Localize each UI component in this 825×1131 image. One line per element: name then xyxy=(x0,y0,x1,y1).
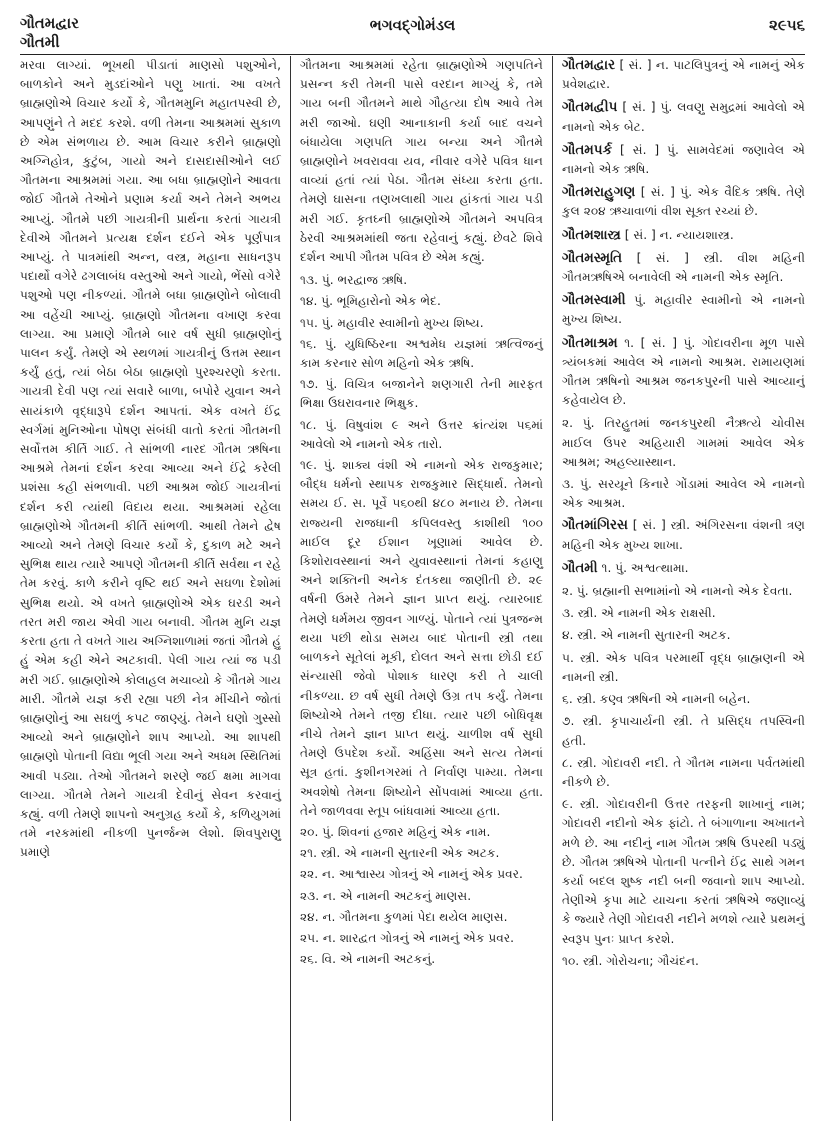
column-2-intro: ગૌતમના આશ્રમમાં રહેતા બ્રાહ્મણોએ ગણપતિને પ્રસન્ન કરી તેમની પાસે વરદાન માગ્યું કે, તમે ગાય બની ગૌતમને માથે ગૌહત્યા દોષ આવે તેમ મરી જાઓ. ઘણી આનાકાની કર્યા બાદ વચને બંધાયેલા ગણપતિ ગાય બન્યા અને ગૌતમે બ્રાહ્મણોને ખવરાવવા યવ, નીવાર વગેરે પવિત્ર ધાન વાવ્યાં હતાં ત્યાં પેઠા. ગૌતમ સંધ્યા કરતા હતા. તેમણે ઘાસના તણખલાથી ગાય હાંકતાં ગાય પડી મરી ગઈ. કૃતઘ્ની બ્રાહ્મણોએ ગૌતમને અપવિત્ર ઠેરવી આશ્રમમાંથી જતા રહેવાનું કહ્યું. છેવટે શિવે દર્શન આપી ગૌતમ પવિત્ર છે એમ કહ્યું. xyxy=(300,58,543,265)
column-1-text: મરવા લાગ્યાં. ભૂખથી પીડાતાં માણસો પશુઓને, બાળકોને અને મુડદાંઓને પણુ ખાતાં. આ વખતે બ્રાહ્મણોએ વિચાર કર્યો કે, ગૌતમમુનિ મહાતપસ્વી છે, આપણુંને તે મદદ કરશે. વળી તેમના આશ્રમમાં સુકાળ છે એમ સંભળાય છે. આમ વિચાર કરીને બ્રાહ્મણો અગ્નિહોત્ર, કુટુંબ, ગાયો અને દાસદાસીઓને લઈ ગૌતમના આશ્રમમાં ગયા. આ બધા બ્રાહ્મણોને આવતા જોઈ ગૌતમે તેઓને પ્રણામ કર્યા અને તેમને અભય આપ્યું. ગૌતમે પછી ગાયત્રીની પ્રાર્થના કરતાં ગાયત્રી દેવીએ ગૌતમને પ્રત્યક્ષ દર્શન દઈને એક પૂર્ણપાત્ર આપ્યું. તે પાત્રમાંથી અન્ન, વસ્ત્ર, મહાના સાધનરૂપ પદાર્થો વગેરે ઢગલાબંધ વસ્તુઓ અને ગાયો, ભેંસો વગેરે પશુઓ પણ નીકળ્યાં. ગૌતમે બધા બ્રાહ્મણોને બોલાવી આ વહેંચી આપ્યું. બ્રાહ્મણો ગૌતમના વખાણ કરવા લાગ્યા. આ પ્રમાણે ગૌતમે બાર વર્ષ સુધી બ્રાહ્મણોનું પાલન કર્યું. તેમણે એ સ્થળમાં ગાયત્રીનું ઉત્તમ સ્થાન કર્યું હતું, ત્યાં બેઠા બેઠા બ્રાહ્મણો પુરશ્ચરણો કરતા. ગાયત્રી દેવી પણ ત્યાં સવારે બાળા, બપોરે યુવાન અને સાયંકાળે વૃદ્ધારૂપે દર્શન આપતાં. એક વખતે ઈંદ્ર સ્વર્ગમાં મુનિઓના પોષણ સંબંધી વાતો કરતાં ગૌતમની સર્વોત્તમ કીર્તિ ગાઈ. તે સાંભળી નારદ ગૌતમ ઋષિના આશ્રમે તેમનાં દર્શન કરવા આવ્યા અને ઈંદ્રે કરેલી પ્રશંસા કહી સંભળાવી. પછી આશ્રમ જોઈ ગાયત્રીનાં દર્શન કરી ત્યાંથી વિદાય થયા. આશ્રમમાં રહેલા બ્રાહ્મણોએ ગૌતમની કીર્તિ સાંભળી. આથી તેમને દ્વેષ આવ્યો અને તેમણે વિચાર કર્યો કે, દુકાળ મટે અને સુભિક્ષ થાય ત્યારે આપણે ગૌતમની કીર્તિ સર્વથા ન રહે તેમ કરવું. કાળે કરીને વૃષ્ટિ થઈ અને સઘળા દેશોમાં સુભિક્ષ થયો. એ વખતે બ્રાહ્મણોએ એક ઘરડી અને તરત મરી જાય એવી ગાય બનાવી. ગૌતમ મુનિ યજ્ઞ કરતા હતા તે વખતે ગાય અગ્નિશાળામાં જતાં ગૌતમે હું હું એમ કહી એને અટકાવી. પેલી ગાય ત્યાં જ પડી મરી ગઈ. બ્રાહ્મણોએ કોલાહલ મચાવ્યો કે ગૌતમે ગાય મારી. ગૌતમે યજ્ઞ કરી રહ્યા પછી નેત્ર મીંચીને જોતાં બ્રાહ્મણોનું આ સઘળું કપટ જાણ્યું. તેમને ઘણો ગુસ્સો આવ્યો અને બ્રાહ્મણોને શાપ આપ્યો. આ શાપથી બ્રાહ્મણો પોતાની વિદ્યા ભૂલી ગયા અને અધમ સ્થિતિમાં આવી પડ્યા. તેઓ ગૌતમને શરણે જઈ ક્ષમા માગવા લાગ્યા. ગૌતમે તેમને ગાયત્રી દેવીનું સેવન કરવાનું કહ્યું. વળી તેમણે શાપનો અનુગ્રહ કર્યો કે, કળિયુગમાં તમે નરકમાંથી નીકળી પુનર્જન્મ લેશો. શિવપુરાણુ પ્રમાણે xyxy=(20,58,281,860)
dictionary-entry xyxy=(562,56,805,94)
sense-entry: ૨૬. વિ. એ નામની અટકનું. xyxy=(300,952,436,967)
sense-entry: ૨૫. ન. શારદ્વત ગોત્રનું એ નામનું એક પ્રવર. xyxy=(300,930,515,945)
entry-headword: ગૌતમસ્વામી xyxy=(562,292,626,309)
sense-entry xyxy=(562,475,805,513)
entry-headword: ગૌતમાંગિરસ xyxy=(562,517,628,534)
dictionary-entry xyxy=(562,334,805,411)
sense-entry: ૧૯. પું. શાક્ય વંશી એ નામનો એક રાજકુમાર; બૌદ્ધ ધર્મનો સ્થાપક રાજકુમાર સિદ્ધાર્થ. તેમનો સમય ઈ. સ. પૂર્વે ૫૬૦થી ૪૮૦ મનાય છે. તેમના રાજ્યની રાજધાની કપિલવસ્તુ કાશીથી ૧૦૦ માઈલ દૂર ઈશાન ખૂણામાં આવેલ છે. કિશોરાવસ્થાનાં અને યુવાવસ્થાનાં તેમનાં કહાણુ અને શક્તિની અનેક દંતકથા જાણીતી છે. ૨૯ વર્ષની ઉમરે તેમને જ્ઞાન પ્રાપ્ત થયું. ત્યારબાદ તેમણે ધર્મમય જીવન ગાળ્યું. પોતાને ત્યાં પુત્રજન્મ થયા પછી થોડા સમય બાદ પોતાની સ્ત્રી તથા બાળકને સૂતેલાં મૂકી, દોલત અને સત્તા છોડી દઈ સંન્યાસી જેવો પોશાક ધારણ કરી તે ચાલી નીકળ્યા. છ વર્ષ સુધી તેમણે ઉગ્ર તપ કર્યું. તેમના શિષ્યોએ તેમને તજી દીધા. ત્યાર પછી બોધિવૃક્ષ નીચે તેમને જ્ઞાન પ્રાપ્ત થયું. ચાળીશ વર્ષ સુધી તેમણે ઉપદેશ કર્યો. અહિંસા અને સત્ય તેમનાં સૂત્ર હતાં. કુશીનગરમાં તે નિર્વાણ પામ્યા. તેમના અવશેષો તેમના શિષ્યોને સોંપવામાં આવ્યા હતા. તેને જાળવવા સ્તૂપ બાંધવામાં આવ્યા હતા. xyxy=(300,458,543,818)
entry-headword: ગૌતમી xyxy=(562,559,598,576)
column-3 xyxy=(553,56,805,1121)
entry-definition: [ સં. ] સ્ત્રી. અંગિરસના વંશની ત્રણ મહિની એક મુખ્ય શાખા. xyxy=(562,518,805,552)
entry-definition: ૫. સ્ત્રી. એક પવિત્ર પરમાર્થી વૃદ્ધ બ્રાહ્મણની એ નામની સ્ત્રી. xyxy=(562,650,805,684)
entry-headword: ગૌતમશાસ્ત્ર xyxy=(562,226,621,243)
entry-headword: ગૌતમરાહુગણ xyxy=(562,184,636,201)
entry-definition: ૩. પું. સરયૂને કિનારે ગોંડામાં આવેલ એ નામનો એક આશ્રમ. xyxy=(562,477,805,511)
dictionary-entry xyxy=(562,249,805,287)
entry-headword: ગૌતમદ્વીપ xyxy=(562,99,618,116)
entry-definition: ૬. સ્ત્રી. કણ્વ ઋષિની એ નામની બહેન. xyxy=(562,692,751,707)
sense-entry xyxy=(562,604,805,623)
entry-definition: [ સં. ] ન. ન્યાયશાસ્ત્ર. xyxy=(620,227,734,242)
dictionary-entry xyxy=(562,98,805,136)
sense-entry: ૨૦. પું. શિવનાં હજાર મહિનું એક નામ. xyxy=(300,824,491,839)
sense-entry: ૨૪. ન. ગૌતમના કુળમાં પેદા થયેલ માણસ. xyxy=(300,909,508,924)
entry-definition: ૨. પું. બ્રહ્માની સભામાંનો એ નામનો એક દેવતા. xyxy=(562,584,793,599)
entry-definition: ૭. સ્ત્રી. કૃપાચાર્યની સ્ત્રી. તે પ્રસિદ્ધ તપસ્વિની હતી. xyxy=(562,714,805,748)
entry-definition: [ સં. ] પું. લવણુ સમુદ્રમાં આવેલો એ નામનો એક બેટ. xyxy=(562,100,805,134)
guide-word-last: ગૌતમી xyxy=(20,33,60,51)
entry-definition: ૨. પું. તિરહુતમાં જનકપુરથી નૈઋત્યે ચોવીસ માઈલ ઉપર અહિયારી ગામમાં આવેલ એક આશ્રમ; અહલ્યાસ્થાન. xyxy=(562,416,805,469)
dictionary-entry xyxy=(562,516,805,554)
entry-definition: ૩. સ્ત્રી. એ નામની એક રાક્ષસી. xyxy=(562,606,716,621)
entry-definition: [ સં. ] ન. પાટલિપુત્રનું એ નામનું એક પ્રવેશદ્વાર. xyxy=(562,58,805,92)
sense-entry xyxy=(562,795,805,949)
sense-entry: ૧૬. પું. યુધિષ્ઠિરના અશ્વમેધ યજ્ઞમાં ઋત્વિજનું કામ કરનાર સોળ મહિનો એક ઋષિ. xyxy=(300,336,543,371)
sense-entry: ૨૨. ન. આશ્વાસ્ય ગોત્રનું એ નામનું એક પ્રવર. xyxy=(300,867,523,882)
entry-definition: ૧. પું. અશ્વત્થામા. xyxy=(597,560,689,575)
sense-entry xyxy=(562,582,805,601)
entry-headword: ગૌતમદ્વાર xyxy=(562,57,616,73)
column-2 xyxy=(291,56,553,1121)
sense-entry xyxy=(562,754,805,792)
column-1 xyxy=(20,56,291,1121)
entry-definition: ૧. [ સં. ] પું. ગોદાવરીના મૂળ પાસે ત્ર્યંબકમાં આવેલ એ નામનો આશ્રમ. રામાયણમાં ગૌતમ ઋષિનો આશ્રમ જનકપુરની પાસે આવ્યાનું કહેવાયેલ છે. xyxy=(562,335,805,408)
entry-definition: પું. મહાવીર સ્વામીનો એ નામનો મુખ્ય શિષ્ય. xyxy=(562,293,805,327)
dictionary-entry xyxy=(562,226,805,245)
page-header xyxy=(20,14,805,55)
entry-definition: [ સં. ] પું. એક વૈદિક ઋષિ. તેણે કુલ ૨૦૪ ઋચાવાળાં વીશ સૂક્ત રચ્યાં છે. xyxy=(562,185,805,219)
sense-entry xyxy=(562,690,805,709)
page-number: ૨૯૫૬ xyxy=(769,16,805,34)
text-columns xyxy=(20,56,805,1121)
sense-entry xyxy=(562,712,805,750)
sense-entry: ૧૮. પું. વિષુવાંશ ૯ અને ઉત્તર ક્રાંત્યંશ ૫૬માં આવેલો એ નામનો એક તારો. xyxy=(300,417,543,451)
entry-definition: ૪. સ્ત્રી. એ નામની સુતારની અટક. xyxy=(562,628,731,643)
entry-headword: ગૌતમસ્મૃતિ xyxy=(562,249,623,266)
sense-entry xyxy=(562,952,805,971)
dictionary-entry xyxy=(562,183,805,221)
entry-definition: ૮. સ્ત્રી. ગોદાવરી નદી. તે ગૌતમ નામના પર્વતમાંથી નીકળે છે. xyxy=(562,755,805,789)
dictionary-entry xyxy=(562,141,805,179)
sense-entry: ૧૫. પું. મહાવીર સ્વામીનો મુખ્ય શિષ્ય. xyxy=(300,315,484,330)
guide-word-first: ગૌતમદ્વાર xyxy=(20,14,79,32)
sense-entry: ૧૪. પું. ભૂમિહારોનો એક ભેદ. xyxy=(300,294,441,309)
sense-entry xyxy=(562,626,805,645)
entry-definition: ૧૦. સ્ત્રી. ગોરોચના; ગૌચંદન. xyxy=(562,953,699,968)
entry-definition: [ સં. ] પું. સામવેદમાં જણાવેલ એ નામનો એક ઋષિ. xyxy=(562,142,805,177)
sense-entry: ૧૭. પું. વિચિત્ર બજાનેને શણગારી તેની મારફત ભિક્ષા ઉઘરાવનાર ભિક્ષુક. xyxy=(300,377,543,411)
sense-entry xyxy=(562,649,805,687)
entry-headword: ગૌતમાશ્રમ xyxy=(562,334,618,351)
sense-entry xyxy=(562,414,805,472)
sense-entry: ૨૧. સ્ત્રી. એ નામની સુતારની એક અટક. xyxy=(300,846,500,861)
sense-entry: ૨૩. ન. એ નામની અટકનું માણસ. xyxy=(300,888,472,903)
dictionary-entry xyxy=(562,291,805,329)
entry-definition: ૯. સ્ત્રી. ગોદાવરીની ઉત્તર તરફની શાખાનું નામ; ગોદાવરી નદીનો એક ફાંટો. તે બંગાળાના અખાતને મળે છે. આ નદીનું નામ ગૌતમ ઋષિ ઉપરથી પડ્યું છે. ગૌતમ ઋષિએ પોતાની પત્નીને ઈંદ્ર સાથે ગમન કર્યા બદલ શુષ્ક નદી બની જવાનો શાપ આપ્યો. તેણીએ કૃપા માટે યાચના કરતાં ઋષિએ જણાવ્યું કે જ્યારે તેણી ગોદાવરી નદીને મળશે ત્યારે પ્રથમનું સ્વરૂપ પુનઃ પ્રાપ્ત કરશે. xyxy=(562,797,805,946)
book-title: ભગવદ્ગોમંડલ xyxy=(369,16,456,34)
entry-headword: ગૌતમપર્ક xyxy=(562,141,613,158)
entry-definition: [ સં. ] સ્ત્રી. વીશ મહિની ગૌતમઋષિએ બનાવેલી એ નામની એક સ્મૃતિ. xyxy=(562,250,805,285)
sense-entry: ૧૩. પું. ભરદ્વાજ ઋષિ. xyxy=(300,273,408,288)
dictionary-entry xyxy=(562,559,805,578)
